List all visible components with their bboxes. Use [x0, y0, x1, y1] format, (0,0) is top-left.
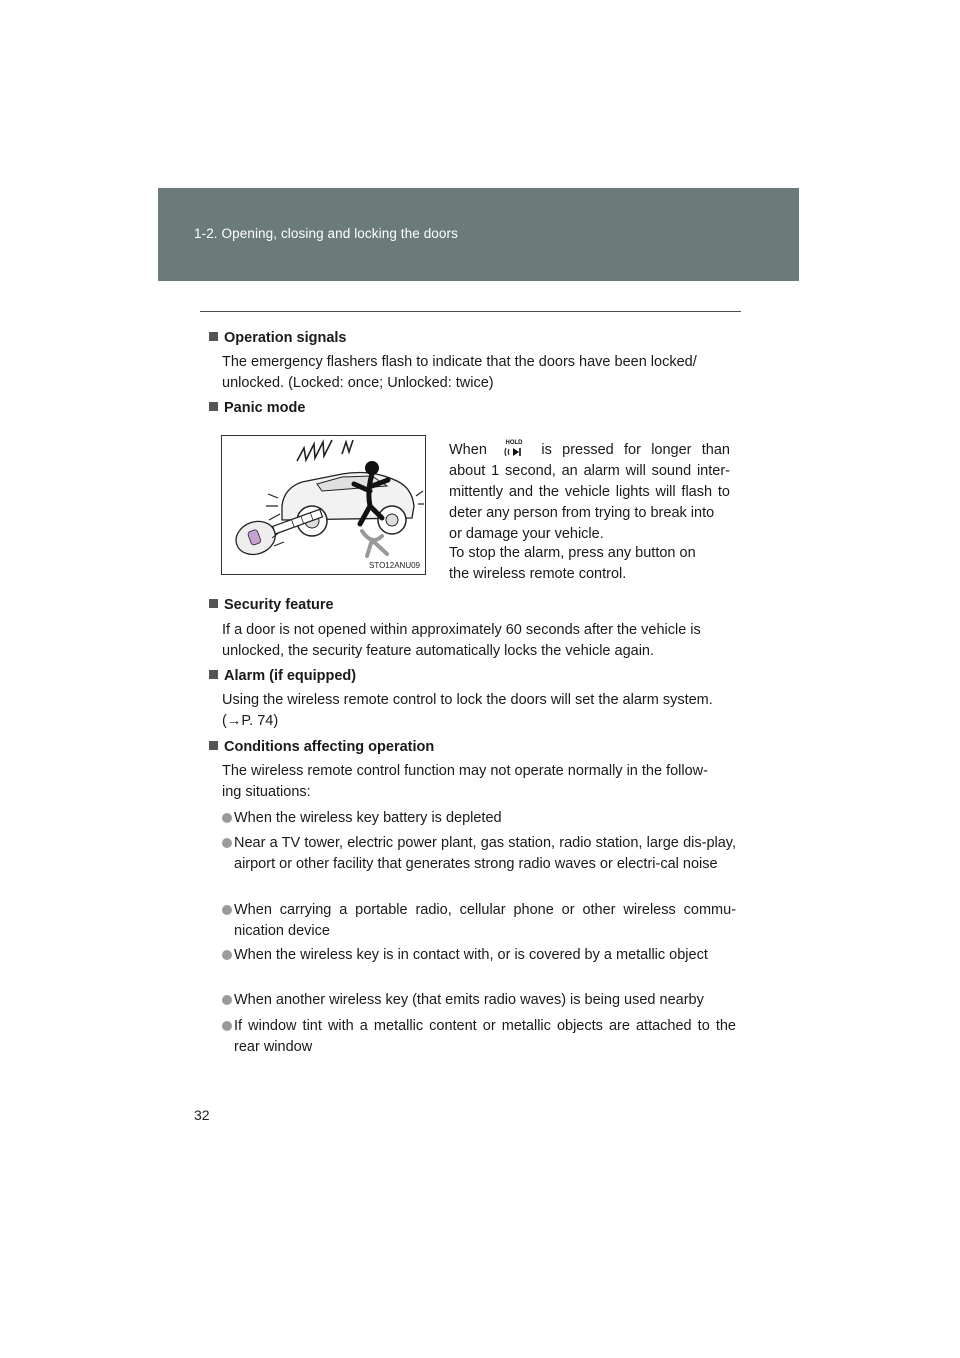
list-item: When another wireless key (that emits radio waves) is being used nearby: [222, 990, 736, 1011]
bullet-dot-icon: [222, 1021, 232, 1031]
heading-operation-signals: Operation signals: [209, 330, 346, 346]
bullet-dot-icon: [222, 995, 232, 1005]
paragraph-operation-signals: The emergency flashers flash to indicate that the doors have been locked/ unlocked. (Locked: once; Unlocked: twice): [222, 354, 697, 391]
svg-text:HOLD: HOLD: [505, 440, 523, 446]
square-bullet-icon: [209, 332, 218, 341]
car-alarm-illustration: [222, 436, 425, 574]
heading-conditions: Conditions affecting operation: [209, 739, 434, 755]
paragraph-conditions-intro: The wireless remote control function may not operate normally in the follow- ing situations:: [222, 763, 708, 800]
illustration-code: STO12ANU09: [369, 561, 420, 570]
hold-panic-button-icon: [501, 438, 527, 458]
page-number: 32: [194, 1107, 210, 1123]
chapter-title: 1-2. Opening, closing and locking the doors: [194, 226, 458, 241]
bullet-dot-icon: [222, 813, 232, 823]
heading-alarm: Alarm (if equipped): [209, 668, 356, 684]
list-item: When carrying a portable radio, cellular phone or other wireless commu-nication device: [222, 900, 736, 942]
bullet-dot-icon: [222, 905, 232, 915]
paragraph-panic-mode-1: When HOLD is pressed for longer than about 1 second, an alarm will sound inter-mittently and the vehicle lights will flash to deter any person from trying to break into or damage your vehicle.: [449, 440, 730, 542]
list-item: Near a TV tower, electric power plant, gas station, radio station, large dis-play, airport or other facility that generates strong radio waves or electri-cal noise: [222, 833, 736, 875]
panic-mode-illustration: [221, 435, 426, 575]
list-item: If window tint with a metallic content or metallic objects are attached to the rear window: [222, 1016, 736, 1058]
paragraph-security-feature: If a door is not opened within approximately 60 seconds after the vehicle is unlocked, the security feature automatically locks the vehicle again.: [222, 622, 701, 659]
paragraph-panic-mode-2: To stop the alarm, press any button on the wireless remote control.: [449, 545, 696, 582]
list-item: When the wireless key is in contact with, or is covered by a metallic object: [222, 945, 736, 966]
heading-panic-mode: Panic mode: [209, 400, 305, 416]
square-bullet-icon: [209, 741, 218, 750]
bullet-dot-icon: [222, 950, 232, 960]
square-bullet-icon: [209, 402, 218, 411]
paragraph-alarm: Using the wireless remote control to lock the doors will set the alarm system. (→P. 74): [222, 692, 713, 729]
bullet-dot-icon: [222, 838, 232, 848]
square-bullet-icon: [209, 670, 218, 679]
heading-security-feature: Security feature: [209, 597, 334, 613]
header-rule: [200, 311, 741, 312]
square-bullet-icon: [209, 599, 218, 608]
list-item: When the wireless key battery is depleted: [222, 808, 736, 829]
